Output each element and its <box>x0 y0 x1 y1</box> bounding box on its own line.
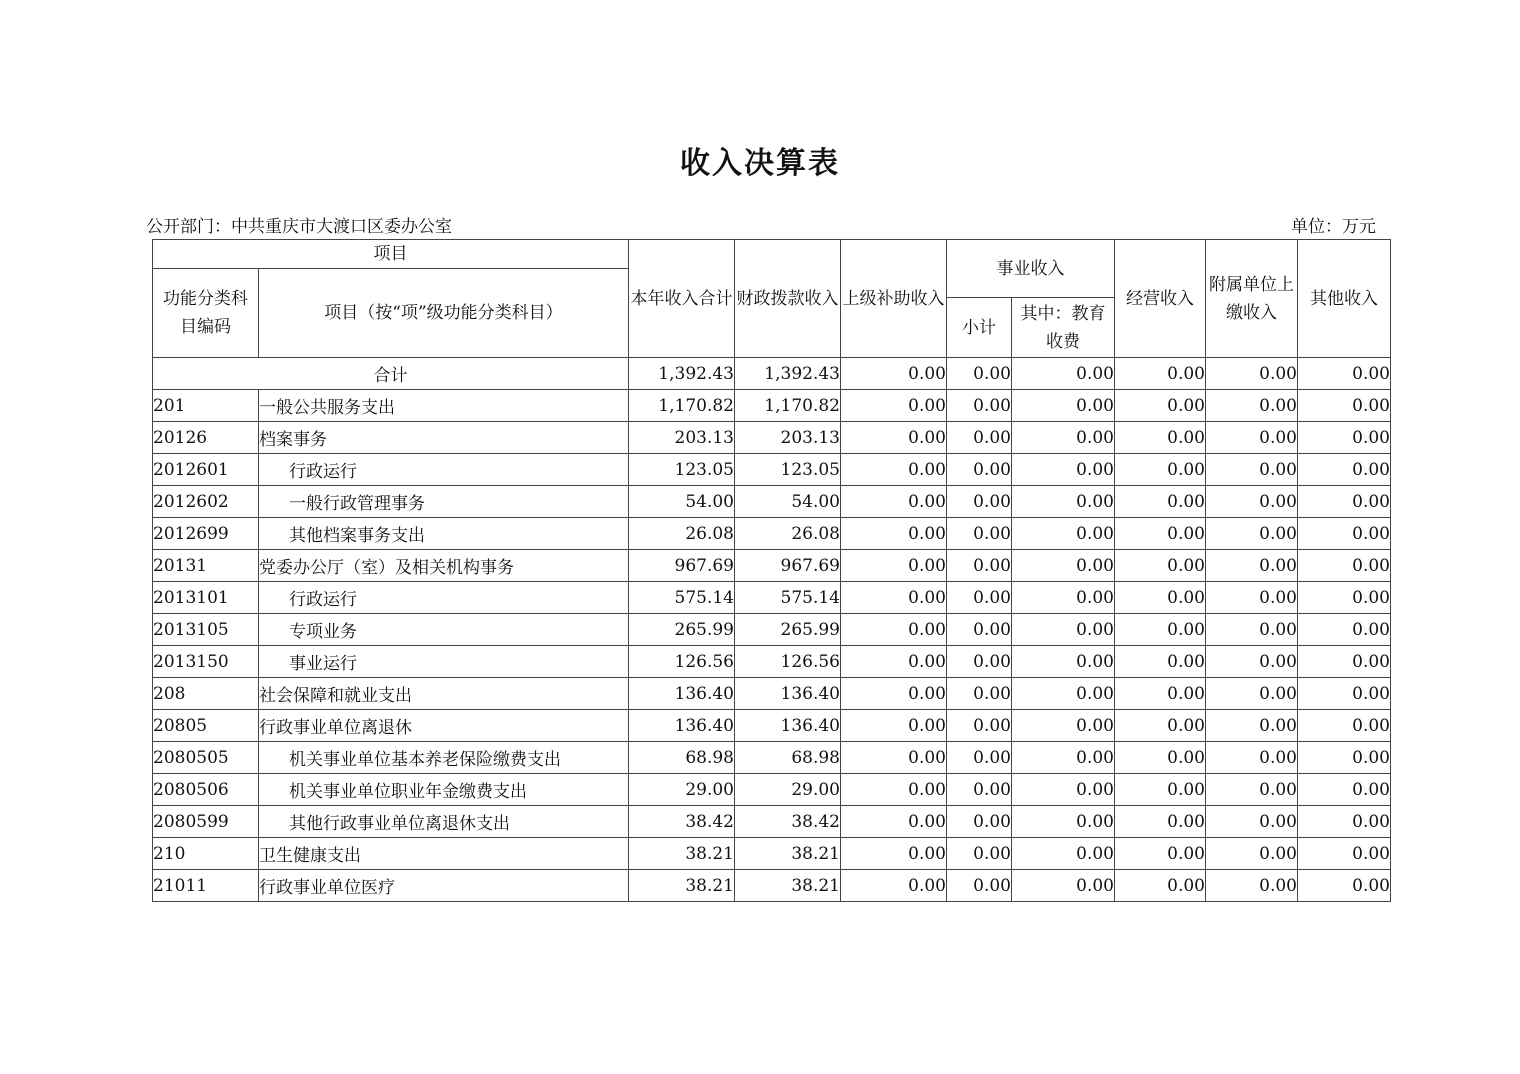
row-name: 档案事务 <box>259 422 629 454</box>
row-value: 0.00 <box>1115 806 1206 838</box>
row-value: 0.00 <box>947 742 1012 774</box>
row-value: 0.00 <box>1012 582 1115 614</box>
table-row <box>153 742 1391 774</box>
row-value: 0.00 <box>1298 646 1391 678</box>
row-value: 123.05 <box>735 454 841 486</box>
row-code: 2013105 <box>153 614 259 646</box>
row-code: 2012601 <box>153 454 259 486</box>
row-value: 0.00 <box>1206 422 1298 454</box>
row-name: 卫生健康支出 <box>259 838 629 870</box>
row-value: 0.00 <box>841 390 947 422</box>
row-value: 0.00 <box>1012 774 1115 806</box>
row-code: 2012602 <box>153 486 259 518</box>
row-value: 0.00 <box>947 870 1012 902</box>
row-code: 20126 <box>153 422 259 454</box>
row-value: 38.42 <box>629 806 735 838</box>
table-row <box>153 518 1391 550</box>
row-value: 0.00 <box>1012 838 1115 870</box>
row-name: 行政事业单位离退休 <box>259 710 629 742</box>
row-value: 0.00 <box>1115 422 1206 454</box>
row-value: 0.00 <box>1206 678 1298 710</box>
row-value: 126.56 <box>735 646 841 678</box>
header-operating: 经营收入 <box>1115 240 1206 358</box>
table-row <box>153 390 1391 422</box>
row-value: 0.00 <box>841 518 947 550</box>
total-cell: 0.00 <box>947 358 1012 390</box>
row-value: 0.00 <box>1115 774 1206 806</box>
row-value: 0.00 <box>1012 390 1115 422</box>
row-value: 0.00 <box>1298 614 1391 646</box>
row-value: 0.00 <box>1298 518 1391 550</box>
row-value: 26.08 <box>735 518 841 550</box>
table-row <box>153 678 1391 710</box>
row-value: 0.00 <box>1115 518 1206 550</box>
row-value: 0.00 <box>1115 614 1206 646</box>
row-value: 0.00 <box>947 582 1012 614</box>
row-value: 0.00 <box>841 838 947 870</box>
row-value: 1,170.82 <box>735 390 841 422</box>
row-value: 0.00 <box>1115 454 1206 486</box>
row-value: 0.00 <box>1298 774 1391 806</box>
row-name: 其他行政事业单位离退休支出 <box>259 806 629 838</box>
header-project-group: 项目 <box>153 240 629 269</box>
row-value: 0.00 <box>1012 806 1115 838</box>
row-value: 0.00 <box>1012 454 1115 486</box>
row-value: 0.00 <box>1012 486 1115 518</box>
row-value: 0.00 <box>947 806 1012 838</box>
total-cell: 0.00 <box>1206 358 1298 390</box>
row-code: 20131 <box>153 550 259 582</box>
row-value: 0.00 <box>1115 582 1206 614</box>
row-value: 967.69 <box>629 550 735 582</box>
row-name: 机关事业单位职业年金缴费支出 <box>259 774 629 806</box>
row-value: 0.00 <box>947 710 1012 742</box>
row-value: 29.00 <box>735 774 841 806</box>
row-value: 136.40 <box>629 710 735 742</box>
row-value: 136.40 <box>735 710 841 742</box>
row-value: 0.00 <box>1206 870 1298 902</box>
row-value: 575.14 <box>629 582 735 614</box>
row-value: 575.14 <box>735 582 841 614</box>
total-label: 合计 <box>153 358 629 390</box>
row-value: 0.00 <box>1206 806 1298 838</box>
unit-label: 单位：万元 <box>1291 217 1376 237</box>
table-body <box>153 358 1391 902</box>
header-affiliated: 附属单位上缴收入 <box>1206 240 1298 358</box>
row-name: 社会保障和就业支出 <box>259 678 629 710</box>
row-value: 0.00 <box>1206 582 1298 614</box>
row-value: 26.08 <box>629 518 735 550</box>
row-name: 事业运行 <box>259 646 629 678</box>
row-value: 0.00 <box>1298 678 1391 710</box>
row-value: 0.00 <box>1298 870 1391 902</box>
row-value: 54.00 <box>735 486 841 518</box>
row-value: 0.00 <box>841 614 947 646</box>
row-code: 2013101 <box>153 582 259 614</box>
total-cell: 0.00 <box>1115 358 1206 390</box>
row-value: 0.00 <box>947 454 1012 486</box>
table-row <box>153 582 1391 614</box>
row-value: 68.98 <box>629 742 735 774</box>
row-value: 0.00 <box>1206 646 1298 678</box>
row-value: 0.00 <box>1206 710 1298 742</box>
table-row <box>153 550 1391 582</box>
row-value: 38.21 <box>735 838 841 870</box>
row-value: 0.00 <box>1206 774 1298 806</box>
total-cell: 0.00 <box>841 358 947 390</box>
row-value: 0.00 <box>1298 838 1391 870</box>
row-value: 0.00 <box>1298 486 1391 518</box>
row-value: 0.00 <box>947 646 1012 678</box>
row-value: 68.98 <box>735 742 841 774</box>
page-title: 收入决算表 <box>680 146 840 181</box>
row-value: 0.00 <box>1206 454 1298 486</box>
row-value: 0.00 <box>841 454 947 486</box>
row-value: 265.99 <box>735 614 841 646</box>
row-code: 21011 <box>153 870 259 902</box>
row-value: 1,170.82 <box>629 390 735 422</box>
department-label: 公开部门：中共重庆市大渡口区委办公室 <box>146 217 452 237</box>
header-subtotal: 小计 <box>947 298 1012 358</box>
row-value: 0.00 <box>1012 550 1115 582</box>
row-value: 0.00 <box>947 838 1012 870</box>
row-value: 0.00 <box>947 390 1012 422</box>
row-value: 0.00 <box>1012 518 1115 550</box>
row-value: 0.00 <box>947 550 1012 582</box>
row-value: 0.00 <box>1012 678 1115 710</box>
row-value: 136.40 <box>735 678 841 710</box>
row-value: 0.00 <box>947 614 1012 646</box>
row-name: 机关事业单位基本养老保险缴费支出 <box>259 742 629 774</box>
header-superior: 上级补助收入 <box>841 240 947 358</box>
row-value: 0.00 <box>1206 742 1298 774</box>
row-value: 0.00 <box>1206 614 1298 646</box>
table-row <box>153 710 1391 742</box>
row-value: 0.00 <box>841 710 947 742</box>
row-value: 0.00 <box>841 678 947 710</box>
row-value: 0.00 <box>841 870 947 902</box>
row-value: 0.00 <box>1206 550 1298 582</box>
row-value: 0.00 <box>841 486 947 518</box>
row-code: 2080505 <box>153 742 259 774</box>
row-value: 38.42 <box>735 806 841 838</box>
row-name: 行政运行 <box>259 454 629 486</box>
row-value: 0.00 <box>1115 870 1206 902</box>
row-value: 0.00 <box>947 486 1012 518</box>
row-value: 0.00 <box>1298 582 1391 614</box>
table-row <box>153 806 1391 838</box>
header-business-group: 事业收入 <box>947 240 1115 298</box>
row-value: 0.00 <box>1298 550 1391 582</box>
row-value: 0.00 <box>1115 390 1206 422</box>
table-row <box>153 870 1391 902</box>
row-code: 210 <box>153 838 259 870</box>
row-value: 0.00 <box>1298 390 1391 422</box>
row-value: 0.00 <box>1298 454 1391 486</box>
row-value: 38.21 <box>629 838 735 870</box>
row-value: 265.99 <box>629 614 735 646</box>
row-value: 123.05 <box>629 454 735 486</box>
row-value: 0.00 <box>1115 678 1206 710</box>
row-value: 0.00 <box>1115 710 1206 742</box>
row-value: 0.00 <box>841 646 947 678</box>
row-value: 0.00 <box>1115 486 1206 518</box>
row-value: 0.00 <box>1012 422 1115 454</box>
table-row <box>153 838 1391 870</box>
row-value: 0.00 <box>841 806 947 838</box>
row-value: 136.40 <box>629 678 735 710</box>
row-code: 201 <box>153 390 259 422</box>
row-value: 0.00 <box>1012 614 1115 646</box>
row-value: 0.00 <box>947 422 1012 454</box>
row-value: 0.00 <box>1298 422 1391 454</box>
row-value: 0.00 <box>1115 646 1206 678</box>
row-value: 38.21 <box>735 870 841 902</box>
row-value: 0.00 <box>947 678 1012 710</box>
row-value: 0.00 <box>1298 806 1391 838</box>
row-value: 29.00 <box>629 774 735 806</box>
row-value: 0.00 <box>947 774 1012 806</box>
row-value: 0.00 <box>841 774 947 806</box>
row-code: 2013150 <box>153 646 259 678</box>
header-code: 功能分类科目编码 <box>153 269 259 358</box>
row-value: 0.00 <box>1206 486 1298 518</box>
row-value: 0.00 <box>1115 838 1206 870</box>
row-value: 0.00 <box>841 422 947 454</box>
row-value: 0.00 <box>1206 390 1298 422</box>
row-name: 党委办公厅（室）及相关机构事务 <box>259 550 629 582</box>
header-edu-fee: 其中：教育收费 <box>1012 298 1115 358</box>
row-code: 2080506 <box>153 774 259 806</box>
row-value: 0.00 <box>841 550 947 582</box>
total-cell: 1,392.43 <box>629 358 735 390</box>
row-value: 203.13 <box>735 422 841 454</box>
row-value: 38.21 <box>629 870 735 902</box>
row-value: 0.00 <box>1206 518 1298 550</box>
row-value: 203.13 <box>629 422 735 454</box>
row-value: 0.00 <box>1298 710 1391 742</box>
table-row <box>153 614 1391 646</box>
row-name: 行政运行 <box>259 582 629 614</box>
row-code: 2012699 <box>153 518 259 550</box>
income-table <box>152 239 1391 902</box>
total-cell: 0.00 <box>1012 358 1115 390</box>
table-row <box>153 646 1391 678</box>
row-name: 一般行政管理事务 <box>259 486 629 518</box>
row-name: 其他档案事务支出 <box>259 518 629 550</box>
row-value: 0.00 <box>1206 838 1298 870</box>
row-value: 0.00 <box>1012 646 1115 678</box>
row-value: 0.00 <box>1012 870 1115 902</box>
row-value: 0.00 <box>1298 742 1391 774</box>
table-row <box>153 422 1391 454</box>
row-value: 54.00 <box>629 486 735 518</box>
row-code: 208 <box>153 678 259 710</box>
row-name: 专项业务 <box>259 614 629 646</box>
row-code: 2080599 <box>153 806 259 838</box>
row-name: 一般公共服务支出 <box>259 390 629 422</box>
row-value: 0.00 <box>1012 710 1115 742</box>
header-total: 本年收入合计 <box>629 240 735 358</box>
row-value: 967.69 <box>735 550 841 582</box>
header-other: 其他收入 <box>1298 240 1391 358</box>
row-value: 0.00 <box>1115 742 1206 774</box>
row-value: 126.56 <box>629 646 735 678</box>
row-value: 0.00 <box>841 742 947 774</box>
row-value: 0.00 <box>1012 742 1115 774</box>
table-row <box>153 454 1391 486</box>
row-code: 20805 <box>153 710 259 742</box>
total-cell: 0.00 <box>1298 358 1391 390</box>
total-cell: 1,392.43 <box>735 358 841 390</box>
table-row <box>153 774 1391 806</box>
header-fiscal: 财政拨款收入 <box>735 240 841 358</box>
row-value: 0.00 <box>841 582 947 614</box>
row-value: 0.00 <box>947 518 1012 550</box>
total-row <box>153 358 1391 390</box>
header-name: 项目（按“项”级功能分类科目） <box>259 269 629 358</box>
row-name: 行政事业单位医疗 <box>259 870 629 902</box>
row-value: 0.00 <box>1115 550 1206 582</box>
table-row <box>153 486 1391 518</box>
